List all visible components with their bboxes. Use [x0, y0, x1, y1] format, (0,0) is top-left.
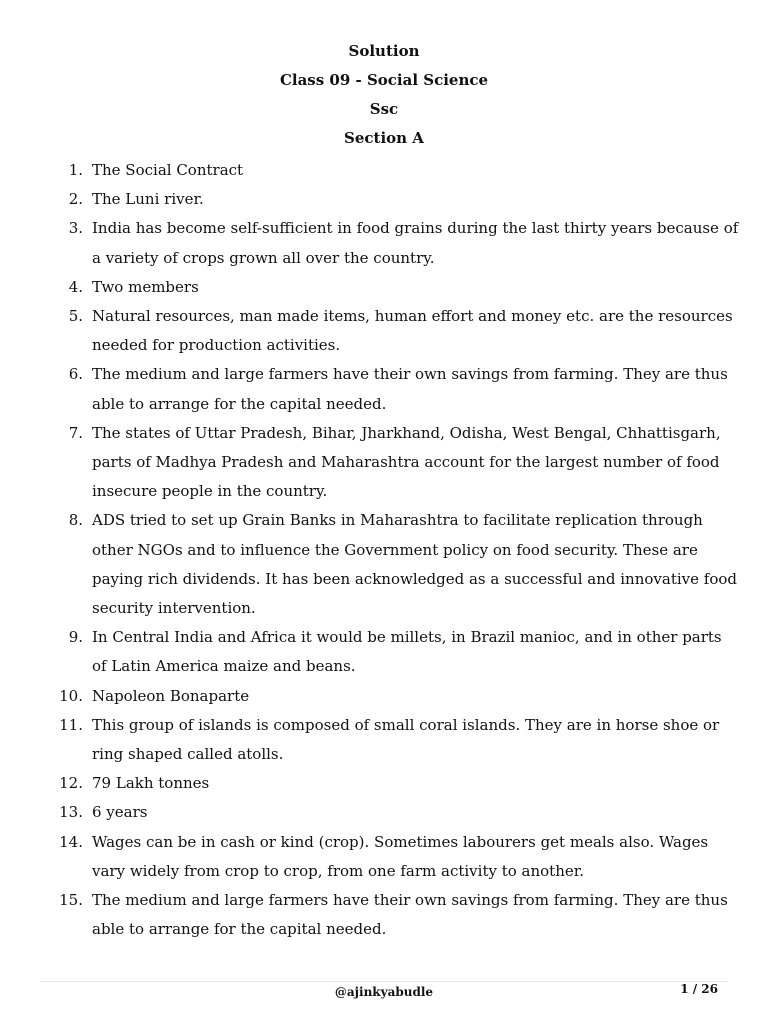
answer-text: The medium and large farmers have their own savings from farming. They are thus able to arrange for the capital needed.	[92, 891, 728, 939]
answer-number: 8.	[68, 511, 83, 530]
answer-text: Two members	[92, 277, 199, 296]
answer-item	[50, 798, 740, 827]
answer-item	[50, 828, 740, 886]
answer-item	[50, 769, 740, 798]
answer-number: 14.	[59, 832, 83, 851]
document-header	[0, 37, 768, 153]
answer-number: 3.	[68, 219, 83, 238]
answer-number: 13.	[59, 803, 83, 822]
answer-item	[50, 886, 740, 944]
answer-number: 1.	[68, 161, 83, 179]
answer-item	[50, 185, 740, 214]
answer-number: 10.	[59, 686, 83, 705]
answer-number: 9.	[68, 628, 83, 647]
answer-item	[50, 214, 740, 272]
answer-item	[50, 711, 740, 769]
footer-handle: @ajinkyabudle	[334, 985, 434, 999]
answer-number: 7.	[68, 423, 83, 442]
answer-number: 5.	[68, 307, 83, 326]
answer-text: Napoleon Bonaparte	[92, 686, 250, 705]
answer-text: In Central India and Africa it would be millets, in Brazil manioc, and in other parts of Latin America maize and beans.	[92, 628, 722, 676]
answer-text: 79 Lakh tonnes	[92, 774, 210, 793]
board-line: Ssc	[369, 100, 399, 118]
answer-item	[50, 360, 740, 418]
answer-item	[50, 273, 740, 302]
answer-number: 4.	[68, 277, 83, 296]
answer-text: Natural resources, man made items, human effort and money etc. are the resources needed for production activities.	[92, 307, 733, 355]
answer-item	[50, 682, 740, 711]
page-number: 1 / 26	[680, 982, 718, 996]
answer-text: The states of Uttar Pradesh, Bihar, Jharkhand, Odisha, West Bengal, Chhattisgarh, parts of Madhya Pradesh and Maharashtra account for the largest number of food insecure people in the country.	[92, 423, 721, 501]
answer-text: This group of islands is composed of small coral islands. They are in horse shoe or ring shaped called atolls.	[92, 715, 720, 764]
answer-number: 6.	[68, 365, 83, 384]
class-subject-line: Class 09 - Social Science	[279, 71, 489, 89]
answer-list	[50, 156, 740, 944]
section-heading: Section A	[344, 129, 424, 147]
answer-item	[50, 156, 740, 185]
answer-number: 12.	[59, 774, 83, 793]
answer-item	[50, 302, 740, 360]
answer-item	[50, 506, 740, 623]
answer-text: The Social Contract	[92, 161, 244, 179]
answer-number: 2.	[68, 190, 83, 209]
answer-text: India has become self-sufficient in food grains during the last thirty years because of a variety of crops grown all over the country.	[92, 219, 739, 267]
answer-number: 15.	[59, 891, 83, 910]
answer-item	[50, 419, 740, 507]
document-title: Solution	[348, 42, 420, 60]
footer-divider	[40, 981, 728, 982]
answer-text: ADS tried to set up Grain Banks in Maharashtra to facilitate replication through other NGOs and to influence the Government policy on food security. These are paying rich dividends. It has been acknowledged as a successful and innovative food security intervention.	[92, 511, 737, 618]
answer-text: Wages can be in cash or kind (crop). Sometimes labourers get meals also. Wages vary widely from crop to crop, from one farm activity to another.	[92, 832, 709, 880]
answer-item	[50, 623, 740, 681]
answer-text: The medium and large farmers have their own savings from farming. They are thus able to arrange for the capital needed.	[92, 365, 728, 413]
answer-text: 6 years	[92, 803, 148, 822]
answer-number: 11.	[59, 715, 83, 734]
answer-text: The Luni river.	[92, 190, 204, 209]
